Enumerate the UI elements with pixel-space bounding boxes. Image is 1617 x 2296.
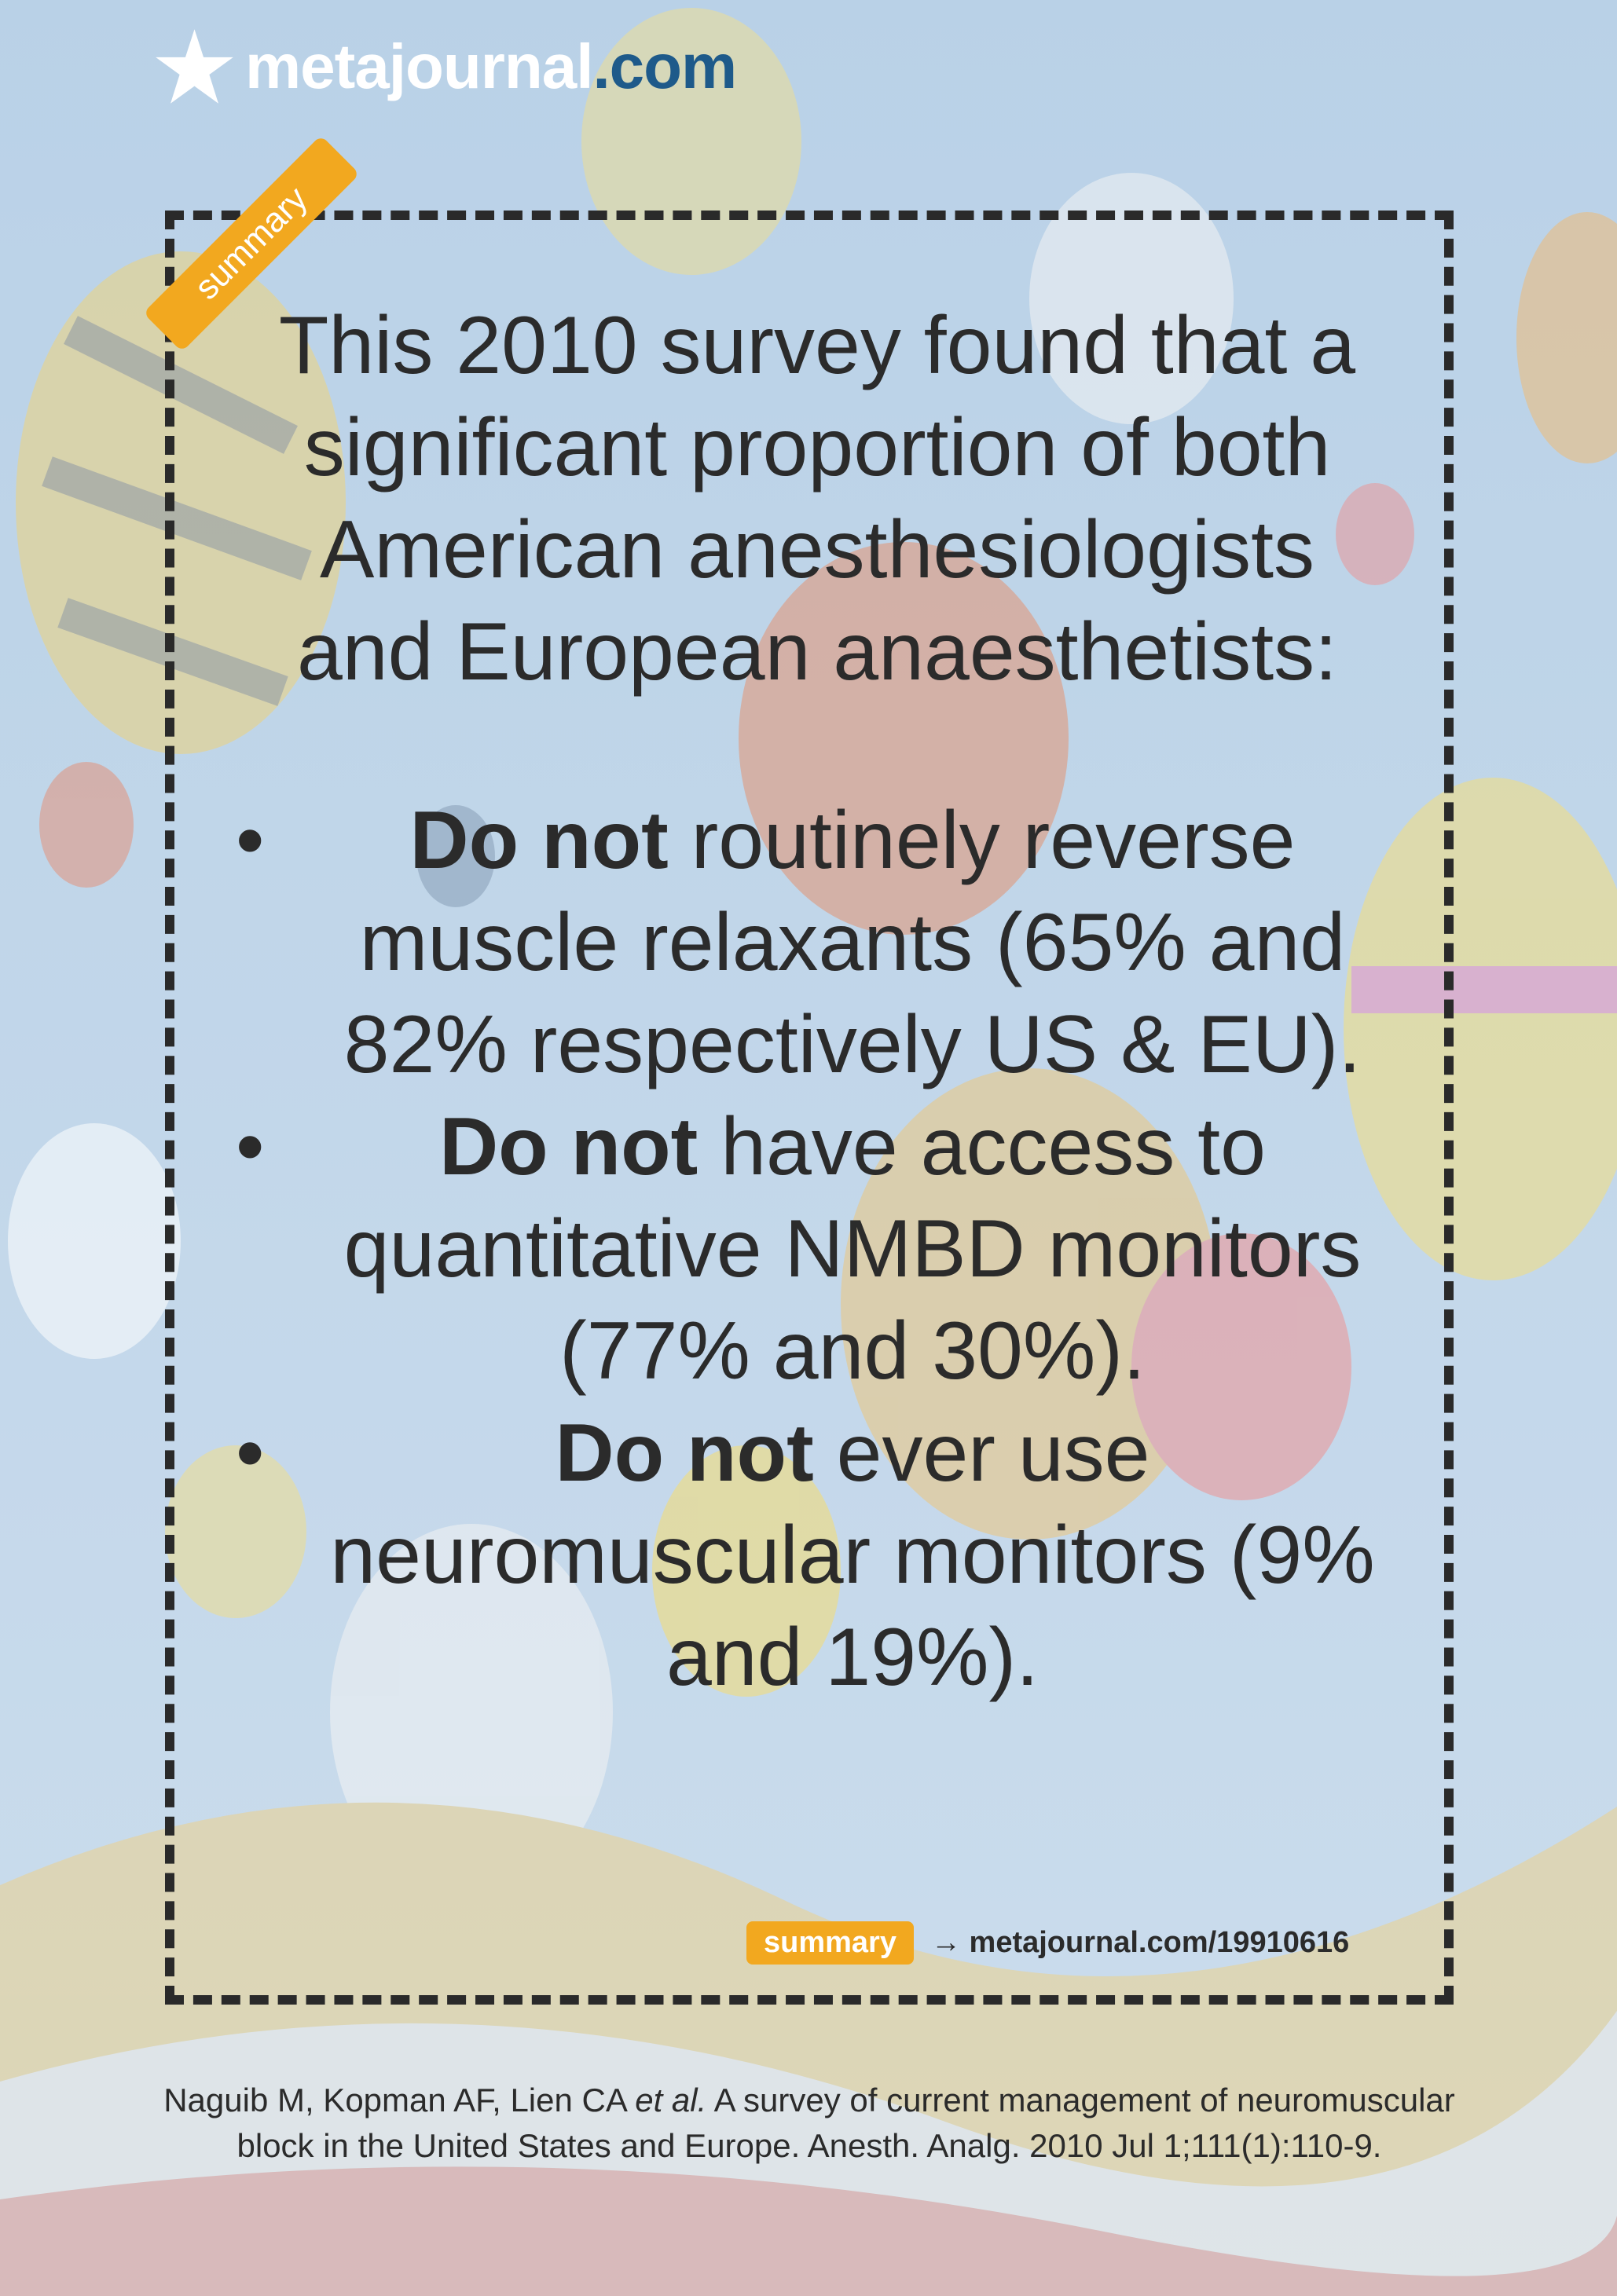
bullet-icon: • [236,1408,265,1499]
finding-emphasis: Do not [439,1101,698,1192]
finding-emphasis: Do not [555,1408,814,1499]
summary-content [228,295,1406,1708]
finding-list [228,789,1406,1708]
summary-intro: This 2010 survey found that a significant proportion of both American anesthesiologists and European anaesthetists: [278,300,1356,698]
citation-authors: Naguib M, Kopman AF, Lien CA [163,2082,636,2118]
star-icon [153,26,236,108]
summary-tag[interactable]: summary [746,1921,914,1965]
summary-url[interactable]: → metajournal.com/19910616 [930,1925,1350,1959]
finding-item [228,789,1406,1096]
finding-text: have access to quantitative NMBD monitors (77% and 30%). [343,1101,1362,1397]
finding-item [228,1096,1406,1402]
finding-item [228,1402,1406,1708]
summary-link[interactable] [746,1917,1349,1968]
citation [134,2078,1485,2169]
finding-emphasis: Do not [409,795,669,886]
finding-text: ever use neuromuscular monitors (9% and 19%). [330,1408,1375,1703]
citation-details: A survey of current management of neuromuscular block in the United States and Europe. Anesth. Analg. 2010 Jul 1;111(1):110-9. [236,2082,1455,2164]
site-name: metajournal.com [245,31,737,101]
site-logo[interactable] [153,24,736,110]
citation-etal: et al. [635,2082,707,2118]
summary-ribbon-label: summary [187,179,315,307]
finding-text: routinely reverse muscle relaxants (65% and 82% respectively US & EU). [343,795,1362,1090]
bullet-icon: • [236,1101,265,1192]
bullet-icon: • [236,795,265,886]
